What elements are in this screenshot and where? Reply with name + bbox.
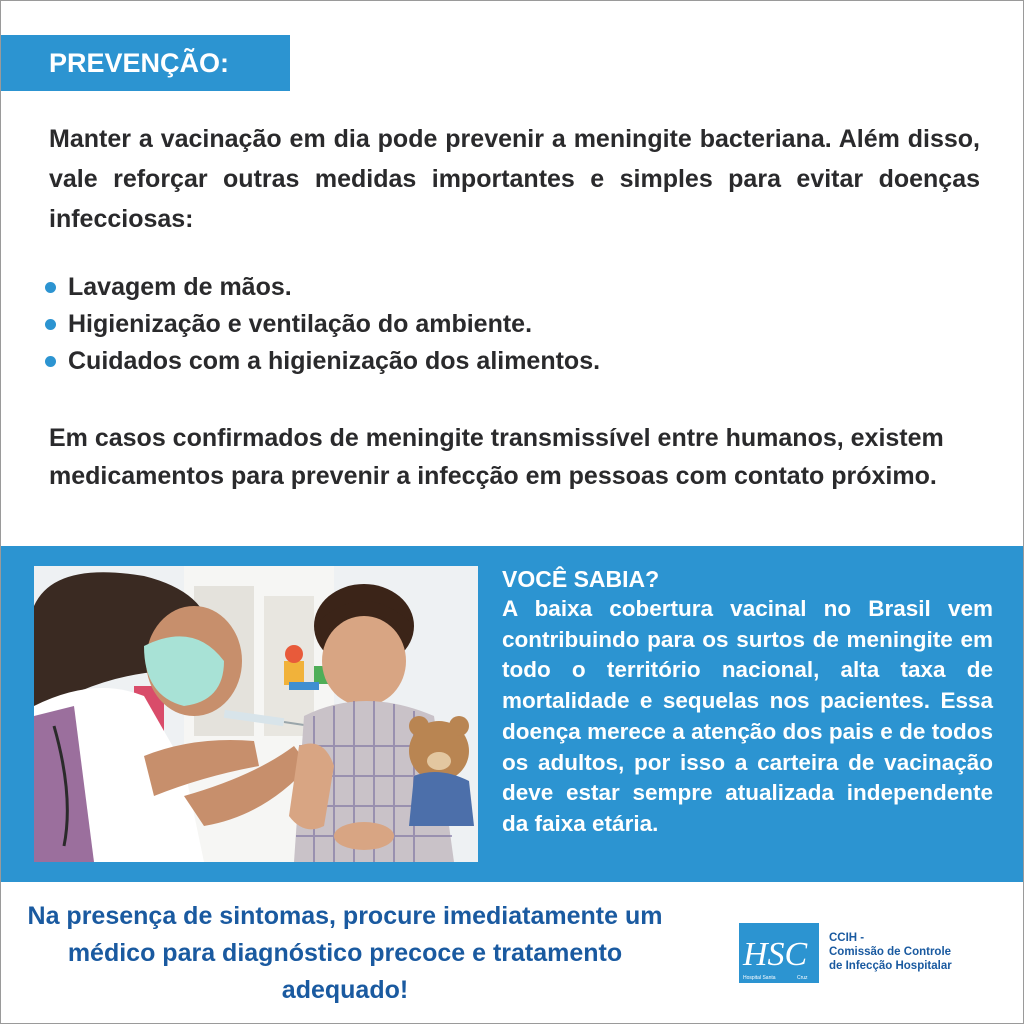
vaccination-illustration bbox=[34, 566, 478, 862]
prevention-list bbox=[45, 269, 745, 380]
ccih-logo-text bbox=[829, 931, 979, 973]
bullet-dot-icon bbox=[45, 282, 56, 293]
did-you-know-text: A baixa cobertura vacinal no Brasil vem contribuindo para os surtos de meningite em todo o território nacional, alta taxa de mortalidade e sequelas nos pacientes. Essa doença merece a atenção dos pais e de todos os adultos, por isso a carteira de vacinação deve estar sempre atualizada independente da faixa etária. bbox=[502, 596, 993, 836]
list-item bbox=[45, 306, 745, 343]
ccih-logo bbox=[739, 921, 979, 985]
vaccination-photo bbox=[34, 566, 478, 862]
hsc-logo-mark-icon bbox=[739, 923, 819, 983]
logo-mark-small-left: Hospital Santa bbox=[743, 975, 776, 981]
intro-paragraph: Manter a vacinação em dia pode prevenir a meningite bacteriana. Além disso, vale reforçar outras medidas importantes e simples para evitar doenças infecciosas: bbox=[49, 125, 980, 233]
section-tag-prevencao: PREVENÇÃO: bbox=[1, 35, 290, 91]
symptoms-call-to-action: Na presença de sintomas, procure imediatamente um médico para diagnóstico precoce e tratamento adequado! bbox=[27, 902, 663, 1004]
list-item bbox=[45, 343, 745, 380]
did-you-know-band bbox=[1, 546, 1023, 882]
logo-mark-small-right: Cruz bbox=[797, 975, 808, 981]
bullet-dot-icon bbox=[45, 356, 56, 367]
bullet-dot-icon bbox=[45, 319, 56, 330]
prophylaxis-note: Em casos confirmados de meningite transmissível entre humanos, existem medicamentos para prevenir a infecção em pessoas com contato próximo. bbox=[49, 424, 944, 490]
list-item-label: Cuidados com a higienização dos alimentos. bbox=[68, 347, 601, 375]
logo-line-1: CCIH - bbox=[829, 932, 865, 944]
list-item-label: Higienização e ventilação do ambiente. bbox=[68, 310, 533, 338]
did-you-know-title: VOCÊ SABIA? bbox=[502, 566, 660, 592]
list-item-label: Lavagem de mãos. bbox=[68, 273, 292, 301]
logo-line-3: de Infecção Hospitalar bbox=[829, 960, 952, 972]
logo-mark-letters: HSC bbox=[743, 936, 808, 973]
list-item bbox=[45, 269, 745, 306]
logo-line-2: Comissão de Controle bbox=[829, 946, 952, 958]
